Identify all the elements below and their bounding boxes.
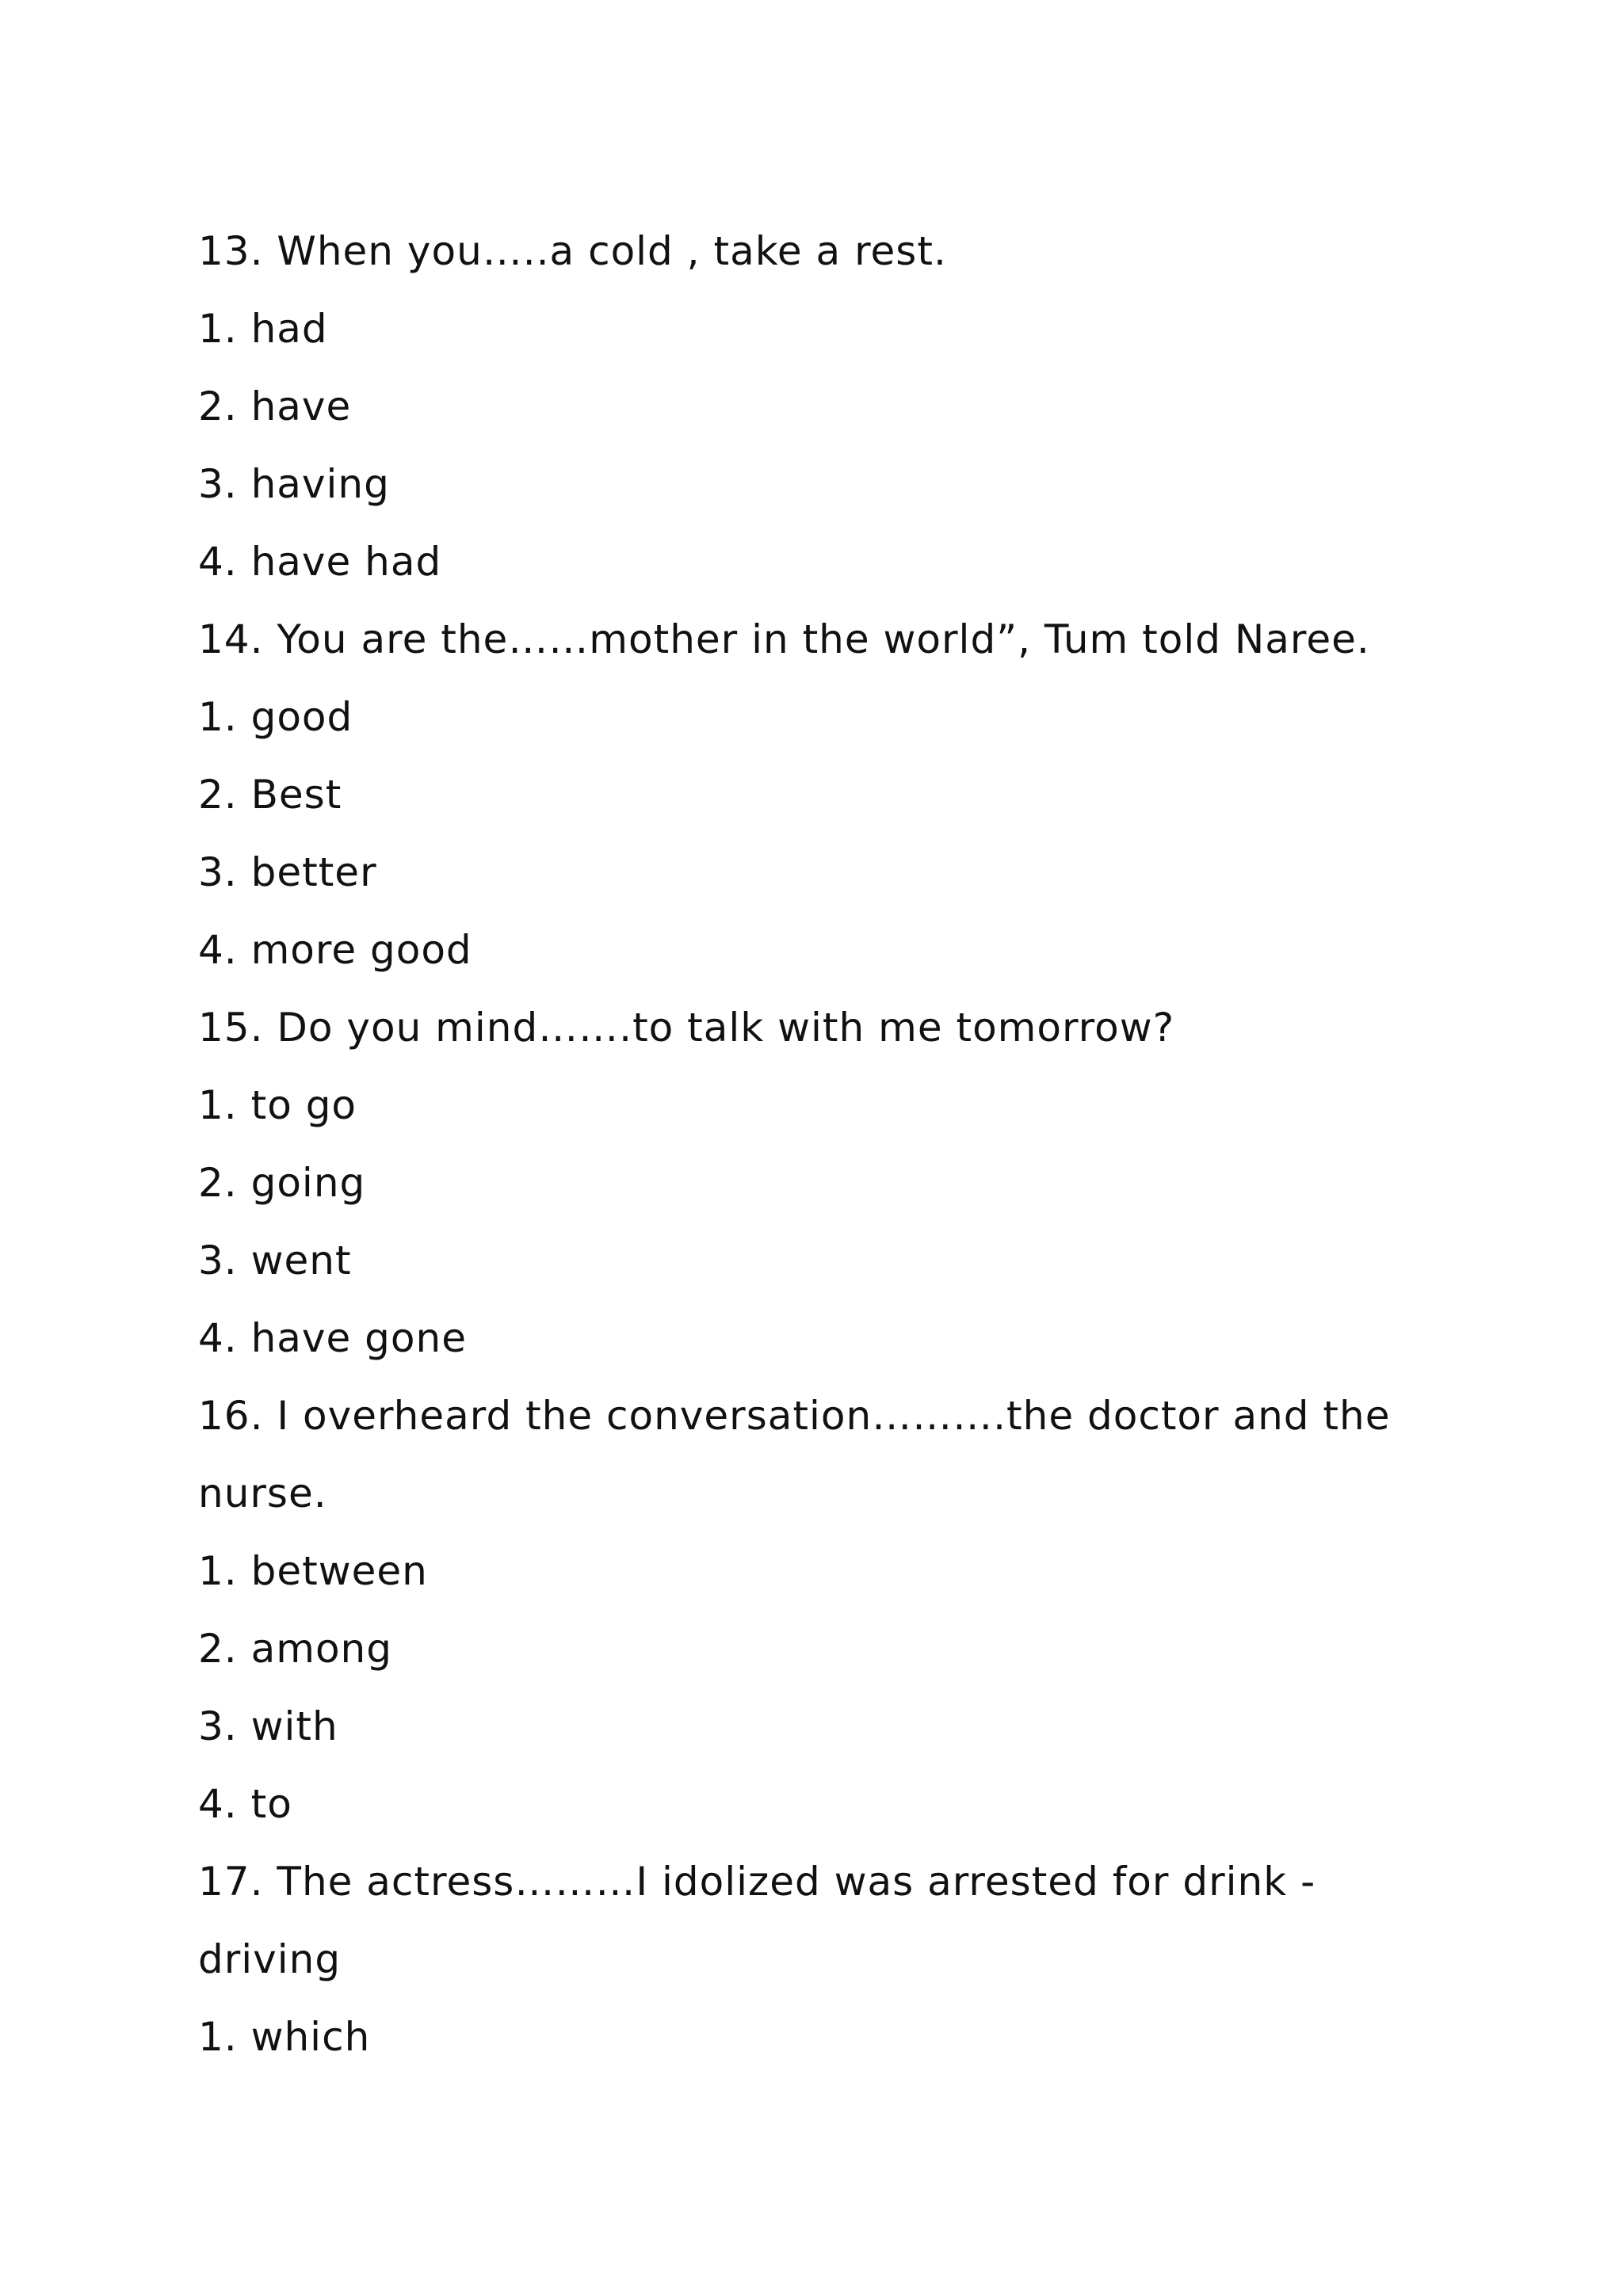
q13-choice-4: 4. have had: [198, 539, 442, 585]
q15-choice-4: 4. have gone: [198, 1315, 467, 1361]
q16-choice-3: 3. with: [198, 1703, 338, 1749]
q16-choice-1: 1. between: [198, 1548, 428, 1594]
q14-choice-2: 2. Best: [198, 772, 342, 818]
question-14: 14. You are the……mother in the world”, Tum told Naree.: [198, 616, 1370, 662]
q15-choice-3: 3. went: [198, 1238, 352, 1283]
q14-choice-4: 4. more good: [198, 927, 472, 973]
question-16-line-1: 16. I overheard the conversation……….the doctor and the: [198, 1393, 1391, 1439]
q14-choice-3: 3. better: [198, 849, 377, 895]
document-page: [198, 212, 1434, 2076]
question-16-line-2: nurse.: [198, 1470, 327, 1516]
q15-choice-2: 2. going: [198, 1160, 366, 1206]
question-17-line-2: driving: [198, 1936, 342, 1982]
q17-choice-1: 1. which: [198, 2014, 371, 2060]
q15-choice-1: 1. to go: [198, 1082, 357, 1128]
question-15: 15. Do you mind…….to talk with me tomorrow?: [198, 1005, 1175, 1051]
q16-choice-4: 4. to: [198, 1781, 292, 1827]
question-13: 13. When you…..a cold , take a rest.: [198, 228, 947, 274]
q13-choice-1: 1. had: [198, 306, 328, 352]
q13-choice-3: 3. having: [198, 461, 390, 507]
question-17-line-1: 17. The actress………I idolized was arrested for drink -: [198, 1859, 1316, 1905]
q13-choice-2: 2. have: [198, 383, 352, 429]
q16-choice-2: 2. among: [198, 1626, 392, 1672]
q14-choice-1: 1. good: [198, 694, 353, 740]
